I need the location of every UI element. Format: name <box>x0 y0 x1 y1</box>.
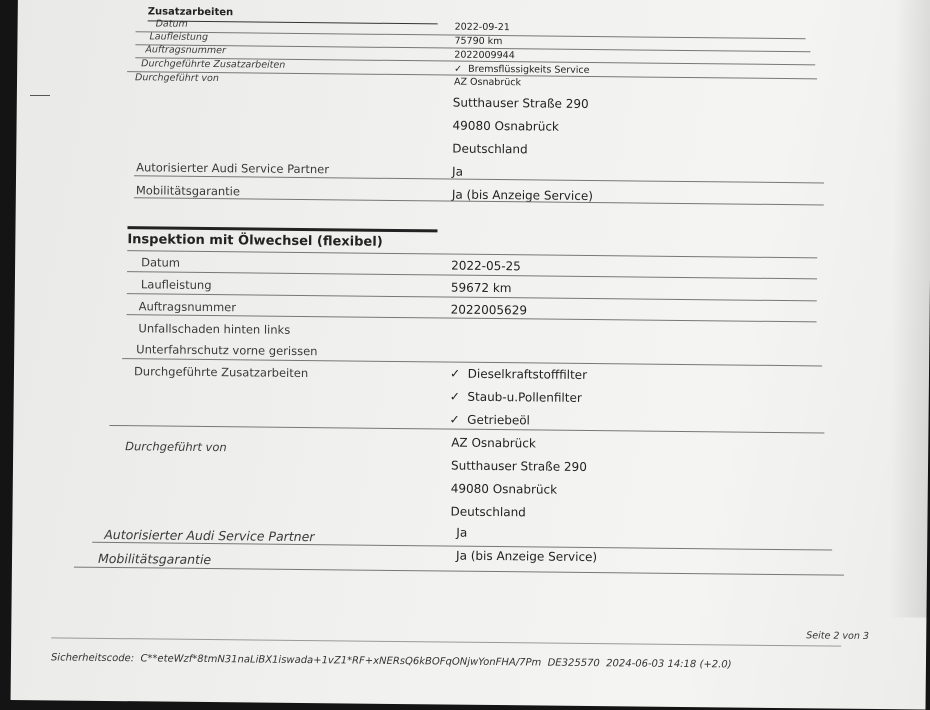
security-code-label: Sicherheitscode: <box>50 652 135 665</box>
entry2-by-label: Durchgeführt von <box>125 439 227 455</box>
entry1-country: Deutschland <box>452 141 528 157</box>
entry1-mileage-label: Laufleistung <box>149 31 209 43</box>
entry2-by-name: AZ Osnabrück <box>451 435 536 451</box>
entry2-date: 2022-05-25 <box>451 258 521 274</box>
entry1-order-label: Auftragsnummer <box>145 44 227 57</box>
document-id: DE325570 <box>547 657 600 670</box>
entry1-city: 49080 Osnabrück <box>452 118 560 134</box>
entry1-extra-label: Durchgeführte Zusatzarbeiten <box>141 58 286 71</box>
security-code-line <box>51 652 732 670</box>
entry2-mileage-label: Laufleistung <box>140 277 212 293</box>
entry2-note1: Unfallschaden hinten links <box>138 321 291 337</box>
entry2-partner-label: Autorisierter Audi Service Partner <box>104 526 315 545</box>
entry1-extra-item: ✓ Bremsflüssigkeits Service <box>454 63 590 76</box>
entry2-mileage: 59672 km <box>450 280 512 296</box>
entry2-date-label: Datum <box>141 255 181 270</box>
entry1-by-label: Durchgeführt von <box>135 72 219 85</box>
check-icon: ✓ <box>449 389 460 404</box>
entry1-partner-label: Autorisierter Audi Service Partner <box>136 160 330 177</box>
entry2-partner-value: Ja <box>456 525 468 540</box>
entry2-street: Sutthauser Straße 290 <box>450 458 587 474</box>
check-icon: ✓ <box>449 366 461 381</box>
entry2-extra-item: ✓ Dieselkraftstofffilter <box>449 366 588 382</box>
entry1-partner-value: Ja <box>452 164 464 179</box>
entry2-note2: Unterfahrschutz vorne gerissen <box>136 342 318 359</box>
entry2-extra-item: ✓ Staub-u.Pollenfilter <box>449 389 582 405</box>
entry2-city: 49080 Osnabrück <box>450 481 558 497</box>
edge-mark <box>30 95 50 96</box>
page-number: Seite 2 von 3 <box>806 630 870 642</box>
entry1-by-name: AZ Osnabrück <box>453 76 522 89</box>
service-record-page <box>11 0 930 710</box>
entry1-mobility-label: Mobilitätsgarantie <box>135 183 241 199</box>
entry2-mobility-value: Ja (bis Anzeige Service) <box>456 548 598 565</box>
print-timestamp: 2024-06-03 14:18 (+2.0) <box>606 658 732 671</box>
entry1-title: Zusatzarbeiten <box>147 6 234 19</box>
footer-rule <box>51 637 841 646</box>
divider <box>134 175 824 183</box>
entry2-mobility-label: Mobilitätsgarantie <box>97 550 212 568</box>
check-icon: ✓ <box>449 412 460 427</box>
entry1-order: 2022009944 <box>454 49 515 62</box>
page-fold-shadow <box>888 0 930 618</box>
entry2-country: Deutschland <box>450 504 526 520</box>
entry1-mobility-value: Ja (bis Anzeige Service) <box>451 187 594 204</box>
entry1-mileage: 75790 km <box>454 35 503 48</box>
divider <box>74 567 844 576</box>
divider <box>127 250 817 258</box>
divider <box>148 20 438 24</box>
entry1-date: 2022-09-21 <box>454 21 510 34</box>
entry2-extra-label: Durchgeführte Zusatzarbeiten <box>133 364 309 381</box>
entry2-order: 2022005629 <box>450 302 528 318</box>
check-icon: ✓ <box>454 63 463 75</box>
entry2-title: Inspektion mit Ölwechsel (flexibel) <box>127 232 383 250</box>
entry1-street: Sutthauser Straße 290 <box>452 95 589 111</box>
entry2-extra-item: ✓ Getriebeöl <box>449 412 530 428</box>
entry2-order-label: Auftragsnummer <box>138 299 237 315</box>
security-code: C**eteWzf*8tmN31naLiBX1iswada+1vZ1*RF+xNERsQ6kBOFqONjwYonFHA/7Pm <box>140 653 542 669</box>
entry1-date-label: Datum <box>155 18 188 30</box>
section-rule <box>127 226 437 232</box>
